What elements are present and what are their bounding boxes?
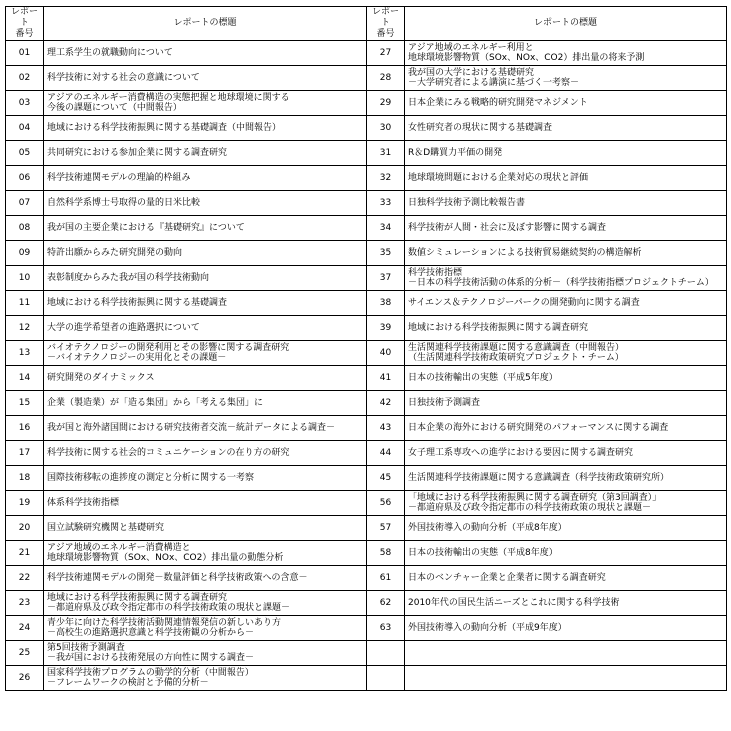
title-line-1: 大学の進学希望者の進路選択について bbox=[47, 323, 200, 333]
table-row bbox=[6, 291, 727, 316]
report-title-right bbox=[405, 316, 727, 341]
table-row bbox=[6, 166, 727, 191]
title-line-1: 科学技術が人間・社会に及ぼす影響に関する調査 bbox=[408, 223, 607, 233]
title-line-1: 表彰制度からみた我が国の科学技術動向 bbox=[47, 273, 210, 283]
report-number-left: 17 bbox=[6, 441, 44, 466]
report-number-left: 26 bbox=[6, 666, 44, 691]
table-row bbox=[6, 341, 727, 366]
table-row bbox=[6, 541, 727, 566]
report-title-right bbox=[405, 291, 727, 316]
report-number-right: 33 bbox=[367, 191, 405, 216]
report-number-right: 58 bbox=[367, 541, 405, 566]
report-title-left bbox=[44, 641, 367, 666]
title-line-1: バイオテクノロジーの開発利用とその影響に関する調査研究 bbox=[47, 343, 290, 353]
report-title-left bbox=[44, 591, 367, 616]
report-number-right: 28 bbox=[367, 66, 405, 91]
title-line-1: 科学技術に関する社会的コミュニケーションの在り方の研究 bbox=[47, 448, 290, 458]
report-number-left: 13 bbox=[6, 341, 44, 366]
report-number-right: 61 bbox=[367, 566, 405, 591]
report-title-left bbox=[44, 366, 367, 391]
report-title-left bbox=[44, 116, 367, 141]
report-number-right: 40 bbox=[367, 341, 405, 366]
report-title-left bbox=[44, 66, 367, 91]
report-number-right: 63 bbox=[367, 616, 405, 641]
title-line-1: アジア地域のエネルギー利用と bbox=[408, 43, 534, 53]
title-line-1: 日本企業にみる戦略的研究開発マネジメント bbox=[408, 98, 588, 108]
report-title-right bbox=[405, 116, 727, 141]
table-row bbox=[6, 241, 727, 266]
header-number-left: レポート 番号 bbox=[6, 7, 44, 41]
report-title-left bbox=[44, 166, 367, 191]
title-line-2: 地球環境影響物質（SOx、NOx、CO2）排出量の動態分析 bbox=[47, 553, 284, 563]
report-title-right bbox=[405, 216, 727, 241]
title-line-1: 外国技術導入の動向分析（平成8年度） bbox=[408, 523, 567, 533]
title-line-1: 地域における科学技術振興に関する基礎調査 bbox=[47, 298, 228, 308]
report-title-left bbox=[44, 91, 367, 116]
report-number-right: 57 bbox=[367, 516, 405, 541]
title-line-1: 地域における科学技術振興に関する調査研究 bbox=[47, 593, 228, 603]
title-line-1: 国家科学技術プログラムの動学的分析（中間報告） bbox=[47, 668, 254, 678]
title-line-1: 理工系学生の就職動向について bbox=[47, 48, 173, 58]
report-title-left bbox=[44, 191, 367, 216]
title-line-1: 数値シミュレーションによる技術貿易継続契約の構造解析 bbox=[408, 248, 642, 258]
title-line-1: R＆D購買力平価の開発 bbox=[408, 148, 503, 158]
report-title-right bbox=[405, 666, 727, 691]
title-line-2: －都道府県及び政令指定都市の科学技術政策の現状と課題－ bbox=[47, 603, 291, 613]
report-title-left bbox=[44, 141, 367, 166]
table-row bbox=[6, 391, 727, 416]
title-line-1: 生活関連科学技術課題に関する意識調査（中間報告） bbox=[408, 343, 625, 353]
table-header bbox=[6, 7, 727, 41]
table-row bbox=[6, 41, 727, 66]
report-number-left: 21 bbox=[6, 541, 44, 566]
report-number-right bbox=[367, 641, 405, 666]
title-line-1: 地球環境問題における企業対応の現状と評価 bbox=[408, 173, 589, 183]
report-title-left bbox=[44, 666, 367, 691]
title-line-1: 女子理工系専攻への進学における要因に関する調査研究 bbox=[408, 448, 634, 458]
report-title-right bbox=[405, 566, 727, 591]
report-title-left bbox=[44, 491, 367, 516]
report-title-left bbox=[44, 316, 367, 341]
report-title-right bbox=[405, 491, 727, 516]
table-row bbox=[6, 141, 727, 166]
report-number-left: 11 bbox=[6, 291, 44, 316]
report-title-right bbox=[405, 241, 727, 266]
header-row bbox=[6, 7, 727, 41]
title-line-2: －フレームワークの検討と予備的分析－ bbox=[47, 678, 209, 688]
table-body bbox=[6, 41, 727, 691]
table-row bbox=[6, 591, 727, 616]
report-title-left bbox=[44, 516, 367, 541]
report-number-right: 27 bbox=[367, 41, 405, 66]
report-number-left: 19 bbox=[6, 491, 44, 516]
table-row bbox=[6, 116, 727, 141]
report-title-right bbox=[405, 141, 727, 166]
report-title-right bbox=[405, 416, 727, 441]
report-title-right bbox=[405, 466, 727, 491]
report-number-left: 03 bbox=[6, 91, 44, 116]
report-number-left: 07 bbox=[6, 191, 44, 216]
title-line-1: 青少年に向けた科学技術活動関連情報発信の新しいあり方 bbox=[47, 618, 282, 628]
title-line-1: 地域における科学技術振興に関する基礎調査（中間報告） bbox=[47, 123, 282, 133]
report-number-left: 23 bbox=[6, 591, 44, 616]
table-row bbox=[6, 666, 727, 691]
table-row bbox=[6, 491, 727, 516]
report-title-left bbox=[44, 216, 367, 241]
report-number-left: 24 bbox=[6, 616, 44, 641]
title-line-1: 科学技術連関モデルの開発－数量評価と科学技術政策への含意－ bbox=[47, 573, 308, 583]
report-number-right: 30 bbox=[367, 116, 405, 141]
report-title-right bbox=[405, 191, 727, 216]
title-line-2: －都道府県及び政令指定都市の科学技術政策の現状と課題－ bbox=[408, 503, 652, 513]
title-line-1: 日本の技術輸出の実態（平成5年度） bbox=[408, 373, 558, 383]
report-number-right: 56 bbox=[367, 491, 405, 516]
report-number-left: 15 bbox=[6, 391, 44, 416]
title-line-1: 体系科学技術指標 bbox=[47, 498, 120, 508]
table-row bbox=[6, 641, 727, 666]
report-number-left: 10 bbox=[6, 266, 44, 291]
report-number-left: 18 bbox=[6, 466, 44, 491]
table-row bbox=[6, 216, 727, 241]
report-number-right: 39 bbox=[367, 316, 405, 341]
report-number-right: 37 bbox=[367, 266, 405, 291]
title-line-1: 自然科学系博士号取得の量的日米比較 bbox=[47, 198, 201, 208]
report-number-left: 16 bbox=[6, 416, 44, 441]
title-line-1: 国際技術移転の進捗度の測定と分析に関する一考察 bbox=[47, 473, 255, 483]
title-line-1: 科学技術指標 bbox=[408, 268, 463, 278]
report-title-left bbox=[44, 241, 367, 266]
table-row bbox=[6, 66, 727, 91]
report-number-left: 12 bbox=[6, 316, 44, 341]
report-title-right bbox=[405, 516, 727, 541]
title-line-1: 外国技術導入の動向分析（平成9年度） bbox=[408, 623, 567, 633]
title-line-2: －我が国における技術発展の方向性に関する調査－ bbox=[47, 653, 255, 663]
report-number-right: 38 bbox=[367, 291, 405, 316]
title-line-1: アジア地域のエネルギー消費構造と bbox=[47, 543, 191, 553]
header-title-right: レポートの標題 bbox=[405, 7, 727, 41]
title-line-1: 日本のベンチャー企業と企業者に関する調査研究 bbox=[408, 573, 606, 583]
title-line-2: 今後の課題について（中間報告） bbox=[47, 103, 182, 113]
report-number-right bbox=[367, 666, 405, 691]
report-table bbox=[5, 6, 727, 691]
title-line-1: サイエンス＆テクノロジーパークの開発動向に関する調査 bbox=[408, 298, 640, 308]
report-number-right: 32 bbox=[367, 166, 405, 191]
report-number-left: 04 bbox=[6, 116, 44, 141]
report-title-right bbox=[405, 341, 727, 366]
title-line-1: 日独技術予測調査 bbox=[408, 398, 481, 408]
title-line-1: 我が国の大学における基礎研究 bbox=[408, 68, 535, 78]
report-title-right bbox=[405, 66, 727, 91]
title-line-1: 日本の技術輸出の実態（平成8年度） bbox=[408, 548, 558, 558]
header-number-right: レポート 番号 bbox=[367, 7, 405, 41]
title-line-1: 「地域における科学技術振興に関する調査研究（第3回調査）」 bbox=[408, 493, 662, 503]
title-line-2: －大学研究者による講演に基づく一考察－ bbox=[408, 78, 580, 88]
table-row bbox=[6, 466, 727, 491]
report-title-left bbox=[44, 291, 367, 316]
table-row bbox=[6, 516, 727, 541]
report-number-right: 45 bbox=[367, 466, 405, 491]
report-title-left bbox=[44, 541, 367, 566]
report-title-left bbox=[44, 341, 367, 366]
table-row bbox=[6, 366, 727, 391]
title-line-1: 地域における科学技術振興に関する調査研究 bbox=[408, 323, 589, 333]
report-title-left bbox=[44, 441, 367, 466]
report-number-left: 01 bbox=[6, 41, 44, 66]
report-title-left bbox=[44, 41, 367, 66]
title-line-1: 科学技術連関モデルの理論的枠組み bbox=[47, 173, 191, 183]
report-title-left bbox=[44, 416, 367, 441]
report-title-right bbox=[405, 91, 727, 116]
report-number-left: 02 bbox=[6, 66, 44, 91]
title-line-1: 共同研究における参加企業に関する調査研究 bbox=[47, 148, 228, 158]
title-line-1: 2010年代の国民生活ニーズとこれに関する科学技術 bbox=[408, 598, 620, 608]
report-number-left: 08 bbox=[6, 216, 44, 241]
report-title-right bbox=[405, 391, 727, 416]
report-title-left bbox=[44, 266, 367, 291]
title-line-1: 我が国の主要企業における『基礎研究』について bbox=[47, 223, 245, 233]
report-title-right bbox=[405, 366, 727, 391]
report-number-right: 31 bbox=[367, 141, 405, 166]
report-number-left: 25 bbox=[6, 641, 44, 666]
table-row bbox=[6, 191, 727, 216]
table-row bbox=[6, 316, 727, 341]
report-number-right: 34 bbox=[367, 216, 405, 241]
title-line-1: 国立試験研究機関と基礎研究 bbox=[47, 523, 165, 533]
report-number-right: 29 bbox=[367, 91, 405, 116]
report-title-left bbox=[44, 391, 367, 416]
title-line-2: 地球環境影響物質（SOx、NOx、CO2）排出量の将来予測 bbox=[408, 53, 645, 63]
report-number-left: 05 bbox=[6, 141, 44, 166]
report-title-right bbox=[405, 616, 727, 641]
table-row bbox=[6, 441, 727, 466]
report-title-right bbox=[405, 41, 727, 66]
title-line-2: －高校生の進路選択意識と科学技術観の分析から－ bbox=[47, 628, 255, 638]
report-number-left: 09 bbox=[6, 241, 44, 266]
title-line-1: 研究開発のダイナミックス bbox=[47, 373, 155, 383]
table-row bbox=[6, 616, 727, 641]
report-title-right bbox=[405, 441, 727, 466]
title-line-1: 生活関連科学技術課題に関する意識調査（科学技術政策研究所） bbox=[408, 473, 670, 483]
report-number-left: 14 bbox=[6, 366, 44, 391]
report-title-left bbox=[44, 566, 367, 591]
report-title-right bbox=[405, 266, 727, 291]
report-title-left bbox=[44, 466, 367, 491]
report-number-right: 44 bbox=[367, 441, 405, 466]
report-number-right: 43 bbox=[367, 416, 405, 441]
header-title-left: レポートの標題 bbox=[44, 7, 367, 41]
title-line-2: －日本の科学技術活動の体系的分析－（科学技術指標プロジェクトチーム） bbox=[408, 278, 714, 288]
title-line-1: 日本企業の海外における研究開発のパフォーマンスに関する調査 bbox=[408, 423, 669, 433]
table-row bbox=[6, 566, 727, 591]
title-line-1: 第5回技術予測調査 bbox=[47, 643, 125, 653]
report-title-right bbox=[405, 641, 727, 666]
report-title-left bbox=[44, 616, 367, 641]
title-line-1: 科学技術に対する社会の意識について bbox=[47, 73, 200, 83]
report-number-right: 35 bbox=[367, 241, 405, 266]
table-row bbox=[6, 416, 727, 441]
table-row bbox=[6, 266, 727, 291]
title-line-1: 企業（製造業）が「造る集団」から「考える集団」に bbox=[47, 398, 264, 408]
title-line-2: －バイオテクノロジーの実用化とその課題－ bbox=[47, 353, 227, 363]
title-line-1: 我が国と海外諸国間における研究技術者交流－統計データによる調査－ bbox=[47, 423, 336, 433]
title-line-1: 日独科学技術予測比較報告書 bbox=[408, 198, 526, 208]
report-number-left: 20 bbox=[6, 516, 44, 541]
table-row bbox=[6, 91, 727, 116]
title-line-1: 特許出願からみた研究開発の動向 bbox=[47, 248, 183, 258]
title-line-1: 女性研究者の現状に関する基礎調査 bbox=[408, 123, 553, 133]
report-number-right: 42 bbox=[367, 391, 405, 416]
report-number-right: 41 bbox=[367, 366, 405, 391]
report-title-right bbox=[405, 591, 727, 616]
report-number-left: 22 bbox=[6, 566, 44, 591]
report-number-left: 06 bbox=[6, 166, 44, 191]
title-line-1: アジアのエネルギー消費構造の実態把握と地球環境に関する bbox=[47, 93, 290, 103]
report-title-right bbox=[405, 541, 727, 566]
report-number-right: 62 bbox=[367, 591, 405, 616]
title-line-2: （生活関連科学技術政策研究プロジェクト・チーム） bbox=[408, 353, 624, 363]
report-title-right bbox=[405, 166, 727, 191]
